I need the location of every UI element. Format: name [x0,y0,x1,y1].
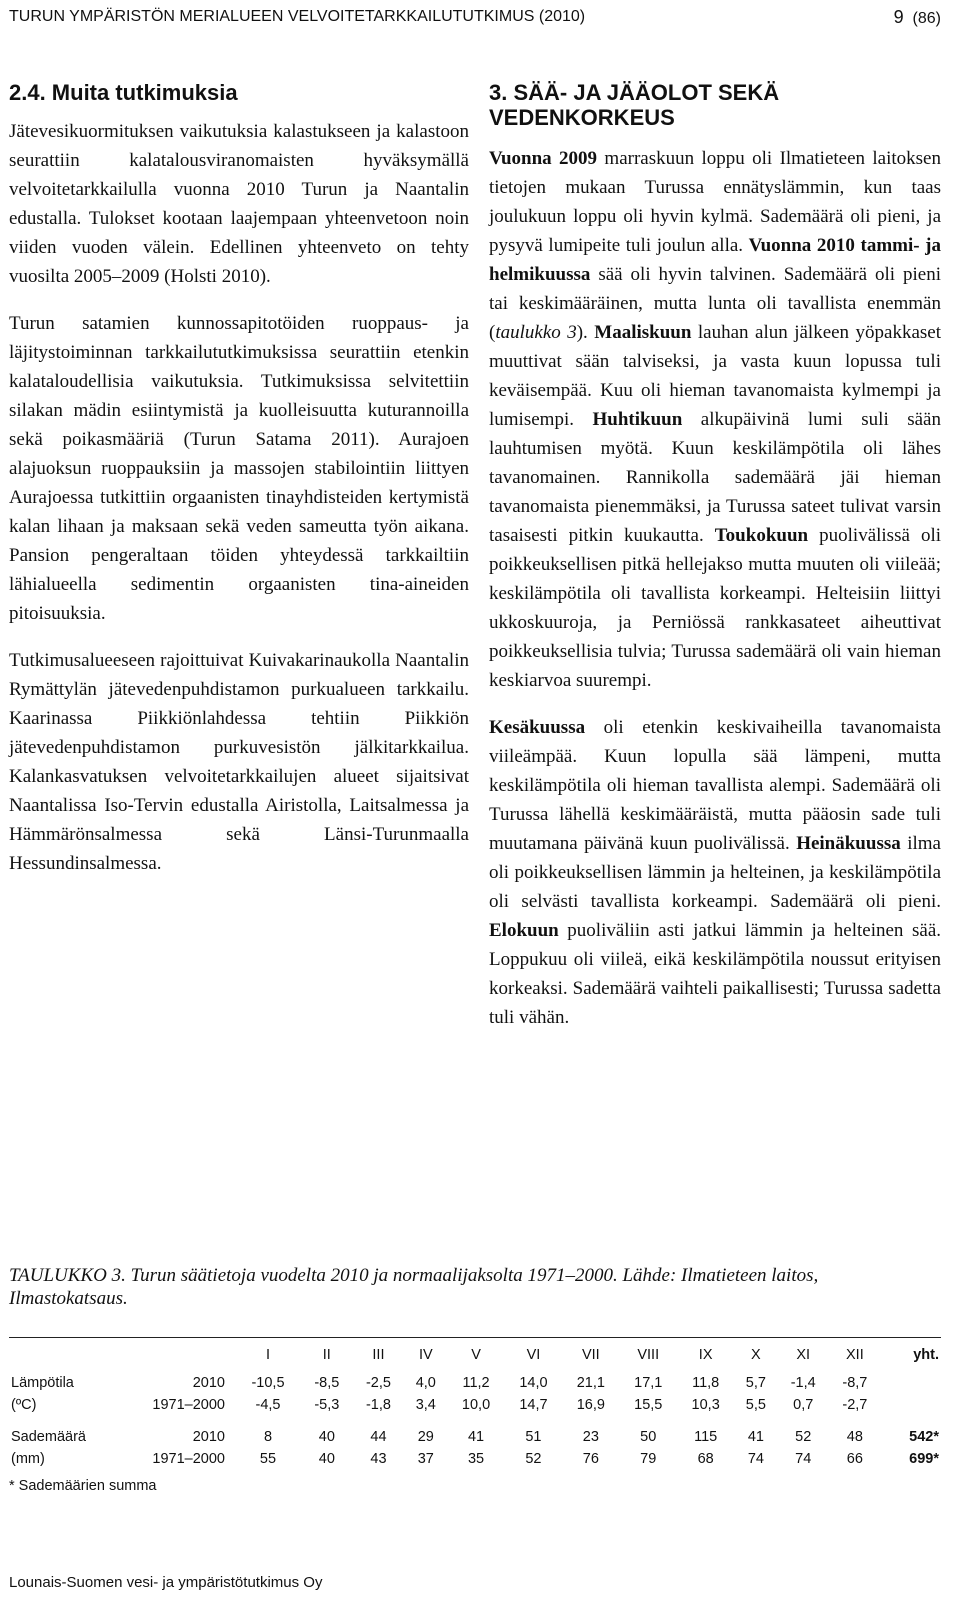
table-cell: 11,2 [462,1375,490,1391]
month-header: I [235,1338,301,1373]
table-cell: 14,0 [519,1375,548,1391]
section-heading-2-4: 2.4. Muita tutkimuksia [9,80,238,105]
month-header: IV [404,1338,447,1373]
section-heading-3: 3. SÄÄ- JA JÄÄOLOT SEKÄ VEDENKORKEUS [489,80,780,130]
month-header: II [301,1338,353,1373]
table-cell: 68 [697,1451,714,1467]
table-cell: 3,4 [415,1397,436,1413]
table-cell: 66 [846,1451,863,1467]
table-cell: -8,7 [842,1375,868,1391]
table-cell: 16,9 [576,1397,605,1413]
table-row [9,1448,941,1470]
row-unit: (ºC) [11,1397,37,1413]
month-header: X [734,1338,777,1373]
table-row [9,1426,941,1448]
total-cell: 542* [909,1429,939,1445]
left-column [9,80,469,896]
table-cell: 52 [795,1429,812,1445]
table-row [9,1372,941,1394]
row-label: Lämpötila [11,1375,74,1391]
table-cell: 43 [370,1451,387,1467]
table-cell: 10,0 [461,1397,491,1413]
month-header: VII [562,1338,619,1373]
table-caption: TAULUKKO 3. Turun säätietoja vuodelta 2010 ja normaalijaksolta 1971–2000. Lähde: Ilmatieteen laitos, Ilmastokatsaus. [9,1265,819,1309]
paragraph: Tutkimusalueeseen rajoittuivat Kuivakarinaukolla Naantalin Rymättylän jätevedenpuhdistamon purkualueen tarkkailu. Kaarinassa Piikkiönlahdessa tehtiin Piikkiön jätevedenpuhdistamon purkuvesistön jälkitarkkailua. Kalankasvatuksen velvoitetarkkailujen alueet sijaitsivat Naantalissa Iso-Tervin edustalla Airistolla, Laitsalmessa ja Hämmärönsalmessa sekä Länsi-Turunmaalla Hessundinsalmessa. [9,650,469,874]
table-cell: 74 [747,1451,764,1467]
table-cell: 51 [525,1429,542,1445]
table-cell: 0,7 [793,1397,814,1413]
table-cell: -1,8 [365,1397,391,1413]
table-cell: 55 [259,1451,277,1467]
table-cell: 35 [467,1451,485,1467]
table-cell: 50 [640,1429,657,1445]
month-header: IX [677,1338,734,1373]
paragraph: Turun satamien kunnossapitotöiden ruoppaus- ja läjitystoiminnan tarkkailututkimuksissa seurattiin etenkin kalataloudellisia vaikutuksia. Tutkimuksissa selvitettiin silakan mädin esiintymistä ja kuolleisuutta kuturannoilla sekä poikasmääriä (Turun Satama 2011). Aurajoen alajuoksun ruoppauksiin ja massojen stabilointiin liittyen Aurajoessa tutkittiin orgaanisten tinayhdisteiden kertymistä kalan lihaan ja maksaan sekä veden sameutta työn aikana. Pansion pengeraltaan töiden yhteydessä tarkkailtiin lähialueella sedimentin orgaanisten tina-aineiden pitoisuuksia. [9,313,469,624]
table-cell: 11,8 [692,1375,720,1391]
table-cell: -2,7 [842,1397,868,1413]
table-cell: 37 [417,1451,434,1467]
table-cell: 115 [694,1429,718,1445]
month-header: III [353,1338,405,1373]
month-header: XII [829,1338,881,1373]
table-cell: 41 [467,1429,485,1445]
row-year: 2010 [192,1429,225,1445]
paragraph: Kesäkuussa oli etenkin keskivaiheilla tavanomaista viileämpää. Kuun lopulla sää lämpeni, mutta keskilämpötila oli hieman tavallista alempi. Sademäärä oli Turussa lähellä keskimääräistä, mutta pääosin sade tuli muutamana päivänä kuun puolivälissä. Heinäkuussa ilma oli poikkeuksellisen lämmin ja helteinen, ja keskilämpötila oli selvästi tavallista korkeampi. Sademäärä oli pieni. Elokuun puoliväliin asti jatkui lämmin ja helteinen sää. Loppukuu oli viileä, eikä keskilämpötila noussut erityisen korkeaksi. Sademäärä vaihteli paikallisesti; Turussa sadetta tuli vähän. [489,717,941,1028]
row-year: 1971–2000 [152,1397,225,1413]
month-header: XI [777,1338,829,1373]
table-cell: 41 [747,1429,764,1445]
table-cell: 5,5 [745,1397,766,1413]
row-year: 2010 [192,1375,225,1391]
table-cell: 15,5 [634,1397,663,1413]
table-cell: -8,5 [314,1375,340,1391]
table-cell: -10,5 [251,1375,285,1391]
paragraph: Jätevesikuormituksen vaikutuksia kalastukseen ja kalastoon seurattiin kalatalousviranomaisten hyväksymällä velvoitetarkkailulla vuonna 2010 Turun ja Naantalin edustalla. Tulokset kootaan laajempaan yhteenvetoon noin viiden vuoden välein. Edellinen yhteenveto on tehty vuosilta 2005–2009 (Holsti 2010). [9,121,469,287]
table-cell: -5,3 [314,1397,340,1413]
table-row [9,1394,941,1416]
month-header: VI [505,1338,562,1373]
table-header-row [9,1338,941,1373]
table-cell: 21,1 [576,1375,605,1391]
table-cell: -4,5 [255,1397,281,1413]
table-cell: 76 [582,1451,599,1467]
table-footnote: * Sademäärien summa [9,1478,157,1494]
running-header [9,6,941,28]
row-label: Sademäärä [11,1429,86,1445]
right-column [489,80,941,1050]
table-cell: 52 [525,1451,542,1467]
table-cell: 14,7 [519,1397,548,1413]
paragraph: Vuonna 2009 marraskuun loppu oli Ilmatieteen laitoksen tietojen mukaan Turussa ennätyslämmin, kun taas joulukuun loppu oli hyvin kylmä. Sademäärä oli pieni, ja pysyvä lumipeite tuli joulun alla. Vuonna 2010 tammi- ja helmikuussa sää oli hyvin talvinen. Sademäärä oli pieni tai keskimääräinen, mutta lunta oli tavallista enemmän (taulukko 3). Maaliskuun lauhan alun jälkeen yöpakkaset muuttivat sään talviseksi, ja vasta kuun lopussa tuli keväisempää. Kuu oli hieman tavanomaista kylmempi ja lumisempi. Huhtikuun alkupäivinä lumi suli sään lauhtumisen myötä. Kuun keskilämpötila oli lähes tavanomainen. Rannikolla sademäärä jäi hieman tavanomaista pienemmäksi, ja Turussa sateet tulivat varsin tasaisesti pitkin kuukautta. Toukokuun puolivälissä oli poikkeuksellisen pitkä hellejakso mutta muuten oli viileää; keskilämpötila oli tavallista korkeampi. Helteisiin liittyi ukkoskuuroja, ja Perniössä rankkasateet aiheuttivat poikkeuksellisia tulvia; Turussa sademäärä oli vain hieman keskiarvoa suurempi. [489,148,942,691]
table-cell: 74 [795,1451,812,1467]
month-header: VIII [620,1338,677,1373]
row-unit: (mm) [11,1451,45,1467]
table-reference: taulukko 3 [495,322,577,343]
table-cell: 17,1 [634,1375,663,1391]
page-number: 9 (86) [893,7,941,27]
month-header: V [447,1338,504,1373]
table-cell: -2,5 [365,1375,391,1391]
row-year: 1971–2000 [152,1451,225,1467]
page-footer: Lounais-Suomen vesi- ja ympäristötutkimus Oy [9,1574,323,1591]
table-cell: 79 [640,1451,657,1467]
table-cell: 44 [370,1429,387,1445]
table-cell: -1,4 [790,1375,816,1391]
header-title: TURUN YMPÄRISTÖN MERIALUEEN VELVOITETARKKAILUTUTKIMUS (2010) [9,8,586,25]
table-cell: 23 [582,1429,599,1445]
table-cell: 8 [263,1429,273,1445]
total-header: yht. [881,1338,941,1373]
table-cell: 5,7 [745,1375,766,1391]
total-cell: 699* [909,1451,939,1467]
table-cell: 40 [318,1451,335,1467]
table-cell: 10,3 [691,1397,720,1413]
table-cell: 40 [318,1429,335,1445]
table-cell: 29 [417,1429,434,1445]
table-cell: 4,0 [415,1375,436,1391]
weather-table [9,1337,941,1470]
table-cell: 48 [846,1429,863,1445]
